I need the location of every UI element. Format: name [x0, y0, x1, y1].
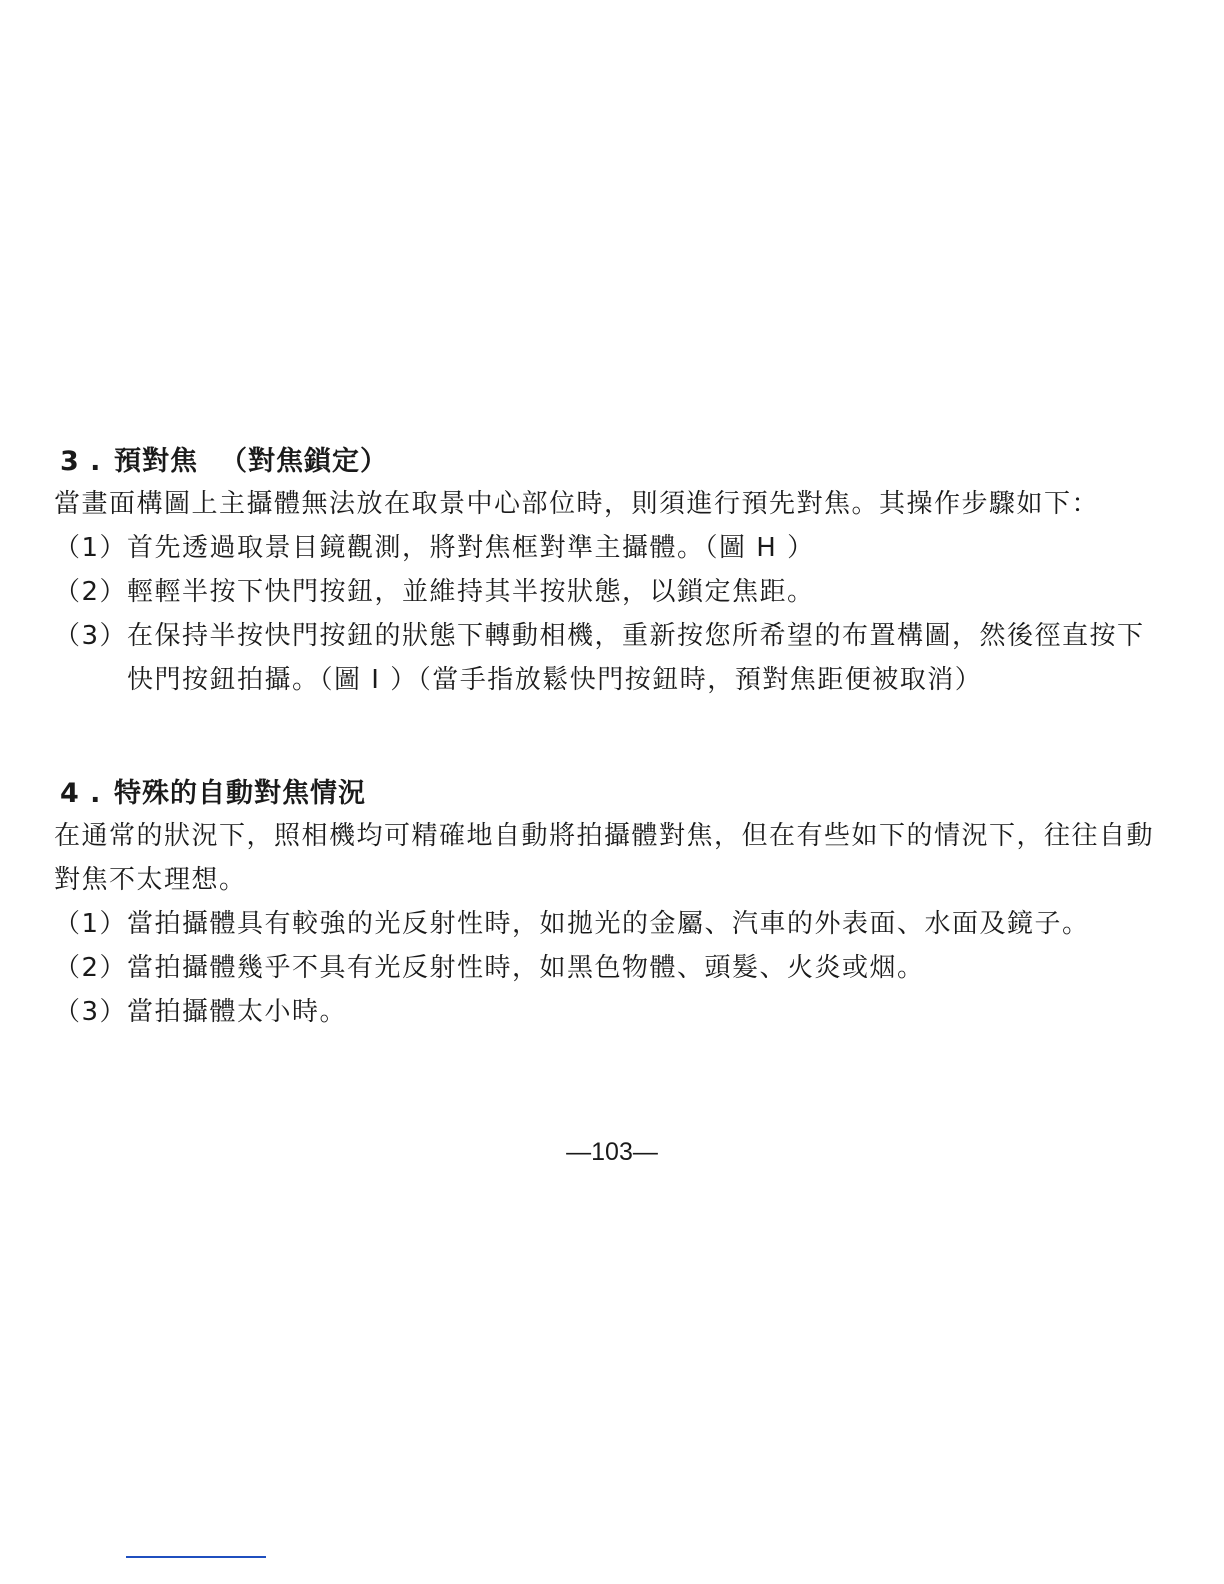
- list-item: [54, 990, 1164, 1034]
- page-number: —103—: [566, 1138, 658, 1166]
- section-intro: 在通常的狀況下，照相機均可精確地自動將拍攝體對焦，但在有些如下的情況下，往往自動對焦不太理想。: [54, 821, 1155, 895]
- list-item: [54, 526, 1164, 570]
- list-item-text: 當拍攝體幾乎不具有光反射性時，如黑色物體、頭髮、火炎或烟。: [127, 953, 925, 983]
- list-item-text: 當拍攝體太小時。: [127, 997, 348, 1027]
- list-item-text: 當拍攝體具有較強的光反射性時，如拋光的金屬、汽車的外表面、水面及鏡子。: [127, 909, 1090, 939]
- section-subtitle: （對焦鎖定）: [220, 446, 388, 477]
- list-item: [54, 946, 1164, 990]
- list-item: [54, 570, 1164, 614]
- list-item-marker: （1）: [54, 909, 128, 939]
- section-title: 預對焦: [114, 446, 198, 477]
- list-item-text: 在保持半按快門按鈕的狀態下轉動相機，重新按您所希望的布置構圖，然後徑直按下快門按鈕拍攝。（圖 I ）（當手指放鬆快門按鈕時，預對焦距便被取消）: [127, 621, 1145, 695]
- list-item-marker: （2）: [54, 577, 128, 607]
- section-title: 特殊的自動對焦情況: [114, 778, 366, 809]
- list-item: [54, 614, 1164, 702]
- list-item-marker: （1）: [54, 533, 128, 563]
- list-item-text: 首先透過取景目鏡觀測，將對焦框對準主攝體。（圖 H ）: [127, 533, 815, 563]
- section-preset-focus: [54, 442, 1164, 702]
- list-item-marker: （2）: [54, 953, 128, 983]
- section-heading: [54, 774, 1164, 814]
- section-number: 4 .: [60, 778, 102, 809]
- list-item-marker: （3）: [54, 997, 128, 1027]
- section-intro: 當畫面構圖上主攝體無法放在取景中心部位時，則須進行預先對焦。其操作步驟如下：: [54, 489, 1100, 519]
- section-special-autofocus: [54, 774, 1164, 1034]
- list-item: [54, 902, 1164, 946]
- section-heading: [54, 442, 1164, 482]
- footer-rule: [126, 1556, 266, 1558]
- list-item-text: 輕輕半按下快門按鈕，並維持其半按狀態，以鎖定焦距。: [127, 577, 815, 607]
- list-item-marker: （3）: [54, 621, 128, 651]
- section-number: 3 .: [60, 446, 102, 477]
